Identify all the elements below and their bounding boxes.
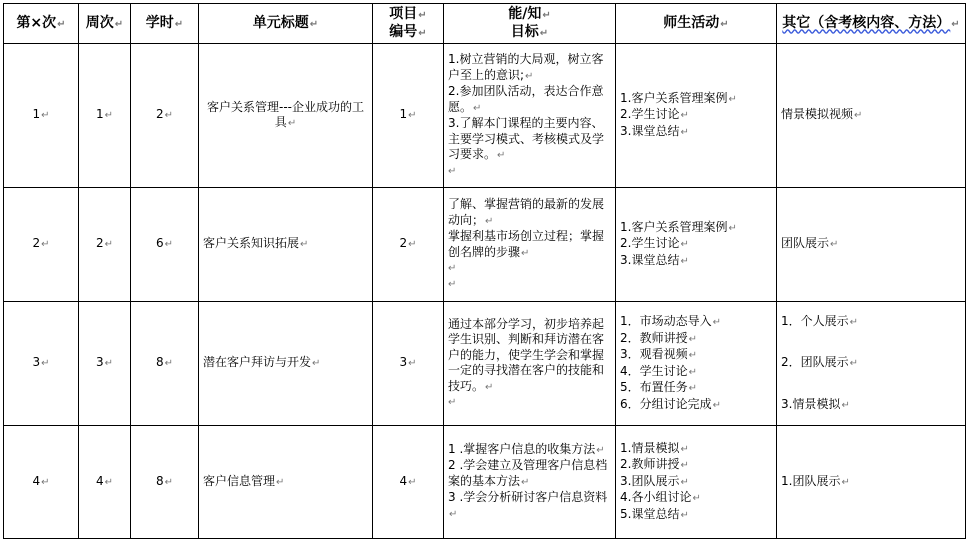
header-week: 周次↵: [79, 4, 131, 44]
unit-title-cell-text: 客户关系管理---企业成功的工具: [207, 99, 364, 129]
paragraph-mark: ↵: [688, 366, 698, 378]
activity-cell-line: 1．市场动态导入↵: [620, 314, 722, 328]
activity-cell: [616, 302, 777, 426]
paragraph-mark: ↵: [408, 358, 417, 370]
paragraph-mark: ↵: [680, 110, 689, 122]
empty-paragraph: ↵: [448, 263, 457, 274]
paragraph-mark: ↵: [854, 110, 863, 122]
paragraph-mark: ↵: [680, 509, 689, 521]
empty-paragraph: ↵: [448, 278, 457, 290]
activity-cell-line: 5．布置任务↵: [620, 380, 698, 394]
activity-cell-line: 1.情景模拟↵: [620, 440, 689, 455]
paragraph-mark: ↵: [497, 150, 506, 161]
item-no-cell-text: 1: [399, 107, 408, 122]
activity-cell-line: 5.课堂总结↵: [620, 506, 689, 521]
table-row: [4, 426, 966, 539]
goal-cell: [444, 44, 616, 188]
paragraph-mark: ↵: [680, 460, 689, 472]
goal-cell: [444, 302, 616, 426]
header-item-no: 项目↵ 编号↵: [373, 4, 444, 44]
activity-cell-line: 6．分组讨论完成↵: [620, 396, 722, 411]
header-activity: 师生活动↵: [616, 4, 777, 44]
goal-cell: [444, 188, 616, 302]
activity-cell-line: 1.客户关系管理案例↵: [620, 90, 737, 105]
paragraph-mark: ↵: [408, 239, 417, 251]
other-cell-line: 情景模拟视频↵: [781, 107, 863, 122]
seq-cell: [4, 44, 79, 188]
paragraph-mark: ↵: [728, 222, 737, 234]
paragraph-mark: ↵: [688, 333, 698, 345]
paragraph-mark: ↵: [104, 476, 114, 488]
activity-cell-line: 2.学生讨论↵: [620, 107, 689, 122]
paragraph-mark: ↵: [680, 255, 689, 267]
header-seq: 第×次↵: [4, 4, 79, 44]
paragraph-mark: ↵: [300, 239, 309, 251]
table-row: [4, 188, 966, 302]
other-cell-line: 团队展示↵: [781, 236, 839, 251]
seq-cell: [4, 426, 79, 539]
course-schedule-table: [3, 3, 966, 539]
hours-cell-text: 8: [155, 473, 164, 488]
paragraph-mark: ↵: [41, 110, 50, 122]
paragraph-mark: ↵: [728, 93, 737, 105]
activity-cell: [616, 188, 777, 302]
week-cell-text: 4: [95, 473, 104, 488]
paragraph-mark: ↵: [164, 358, 174, 370]
header-unit-title: 单元标题↵: [199, 4, 373, 44]
paragraph-mark: ↵: [849, 316, 859, 328]
table-row: [4, 44, 966, 188]
paragraph-mark: ↵: [680, 476, 689, 488]
other-cell: [777, 426, 966, 539]
header-other: 其它（含考核内容、方法）↵: [777, 4, 966, 44]
table-row: [4, 302, 966, 426]
empty-paragraph: ↵: [448, 397, 457, 408]
paragraph-mark: ↵: [712, 399, 722, 411]
activity-cell-line: 1.客户关系管理案例↵: [620, 219, 737, 234]
paragraph-mark: ↵: [830, 239, 839, 251]
activity-cell-line: 2．教师讲授↵: [620, 330, 698, 345]
item-no-cell-text: 3: [399, 355, 408, 370]
paragraph-mark: ↵: [525, 70, 534, 82]
hours-cell: [131, 188, 199, 302]
goal-cell-line: 3.了解本门课程的主要内容、主要学习模式、考核模式及学习要求。↵: [448, 116, 605, 161]
paragraph-mark: ↵: [449, 508, 458, 520]
goal-cell-line: 通过本部分学习，初步培养起学生识别、判断和拜访潜在客户的能力，使学生学会和掌握一定的寻找潜在客户的技能和技巧。↵: [448, 316, 605, 393]
paragraph-mark: ↵: [521, 476, 530, 488]
other-cell: [777, 44, 966, 188]
other-cell: [777, 188, 966, 302]
activity-cell: [616, 44, 777, 188]
paragraph-mark: ↵: [164, 110, 174, 122]
hours-cell: [131, 426, 199, 539]
unit-title-cell-text: 客户关系知识拓展: [203, 236, 300, 251]
other-cell-line: 3.情景模拟↵: [781, 396, 850, 411]
goal-cell-line: 1 .掌握客户信息的收集方法↵: [448, 441, 605, 456]
seq-cell: [4, 188, 79, 302]
paragraph-mark: ↵: [104, 239, 114, 251]
hours-cell: [131, 44, 199, 188]
unit-title-cell: [199, 188, 373, 302]
goal-cell-line: 2.参加团队活动，表达合作意愿。↵: [448, 84, 604, 114]
paragraph-mark: ↵: [104, 110, 114, 122]
activity-cell: [616, 426, 777, 539]
seq-cell: [4, 302, 79, 426]
header-goal: 能/知↵ 目标↵: [444, 4, 616, 44]
unit-title-cell: [199, 302, 373, 426]
week-cell-text: 2: [95, 236, 104, 251]
header-row: [4, 4, 966, 44]
goal-cell-line: 了解、掌握营销的最新的发展动向；↵: [448, 197, 605, 227]
goal-cell-line: 3 .学会分析研讨客户信息资料↵: [448, 490, 608, 520]
activity-cell-line: 4．学生讨论↵: [620, 363, 698, 378]
paragraph-mark: ↵: [41, 476, 50, 488]
activity-cell-line: 3.课堂总结↵: [620, 252, 689, 267]
paragraph-mark: ↵: [688, 350, 698, 361]
paragraph-mark: ↵: [164, 476, 174, 488]
paragraph-mark: ↵: [485, 215, 494, 227]
paragraph-mark: ↵: [41, 358, 50, 370]
other-cell-line: 1.团队展示↵: [781, 473, 850, 488]
hours-cell-text: 6: [155, 236, 164, 251]
paragraph-mark: ↵: [287, 118, 297, 129]
paragraph-mark: ↵: [692, 493, 701, 505]
seq-cell-text: 4: [32, 473, 41, 488]
paragraph-mark: ↵: [712, 317, 722, 328]
empty-paragraph: ↵: [448, 165, 457, 177]
item-no-cell: [373, 426, 444, 539]
item-no-cell: [373, 302, 444, 426]
other-cell: [777, 302, 966, 426]
week-cell-text: 1: [95, 107, 104, 122]
paragraph-mark: ↵: [680, 443, 689, 455]
unit-title-cell: [199, 426, 373, 539]
paragraph-mark: ↵: [276, 476, 285, 488]
other-cell-line: 2．团队展示↵: [781, 355, 859, 370]
paragraph-mark: ↵: [849, 358, 859, 370]
unit-title-cell-text: 潜在客户拜访与开发: [203, 355, 312, 370]
paragraph-mark: ↵: [164, 239, 174, 251]
paragraph-mark: ↵: [408, 110, 417, 122]
activity-cell-line: 2.教师讲授↵: [620, 457, 689, 472]
paragraph-mark: ↵: [473, 102, 482, 114]
week-cell: [79, 302, 131, 426]
paragraph-mark: ↵: [41, 239, 50, 251]
goal-cell-line: 掌握利基市场创立过程；掌握创名牌的步骤↵: [448, 229, 605, 259]
item-no-cell: [373, 188, 444, 302]
hours-cell-text: 2: [155, 107, 164, 122]
paragraph-mark: ↵: [104, 358, 114, 370]
hours-cell-text: 8: [155, 355, 164, 370]
seq-cell-text: 2: [32, 236, 41, 251]
activity-cell-line: 3．观看视频↵: [620, 347, 698, 361]
item-no-cell-text: 4: [399, 473, 408, 488]
activity-cell-line: 4.各小组讨论↵: [620, 490, 701, 505]
activity-cell-line: 3.团队展示↵: [620, 473, 689, 488]
goal-cell-line: 1.树立营销的大局观，树立客户至上的意识;↵: [448, 52, 604, 82]
paragraph-mark: ↵: [596, 444, 605, 456]
activity-cell-line: 3.课堂总结↵: [620, 123, 689, 138]
week-cell: [79, 188, 131, 302]
paragraph-mark: ↵: [841, 399, 850, 411]
item-no-cell: [373, 44, 444, 188]
item-no-cell-text: 2: [399, 236, 408, 251]
other-cell-line: 1．个人展示↵: [781, 313, 859, 328]
activity-cell-line: 2.学生讨论↵: [620, 236, 689, 251]
seq-cell-text: 1: [32, 107, 41, 122]
week-cell-text: 3: [95, 355, 104, 370]
hours-cell: [131, 302, 199, 426]
unit-title-cell-text: 客户信息管理: [203, 473, 276, 488]
goal-cell-line: 2 .学会建立及管理客户信息档案的基本方法↵: [448, 458, 608, 488]
week-cell: [79, 426, 131, 539]
paragraph-mark: ↵: [680, 239, 689, 251]
seq-cell-text: 3: [32, 355, 41, 370]
unit-title-cell: [199, 44, 373, 188]
paragraph-mark: ↵: [312, 358, 321, 370]
week-cell: [79, 44, 131, 188]
header-hours: 学时↵: [131, 4, 199, 44]
paragraph-mark: ↵: [688, 383, 698, 394]
paragraph-mark: ↵: [680, 126, 689, 138]
paragraph-mark: ↵: [485, 381, 494, 393]
goal-cell: [444, 426, 616, 539]
paragraph-mark: ↵: [521, 247, 530, 259]
paragraph-mark: ↵: [408, 476, 417, 488]
paragraph-mark: ↵: [841, 476, 850, 488]
